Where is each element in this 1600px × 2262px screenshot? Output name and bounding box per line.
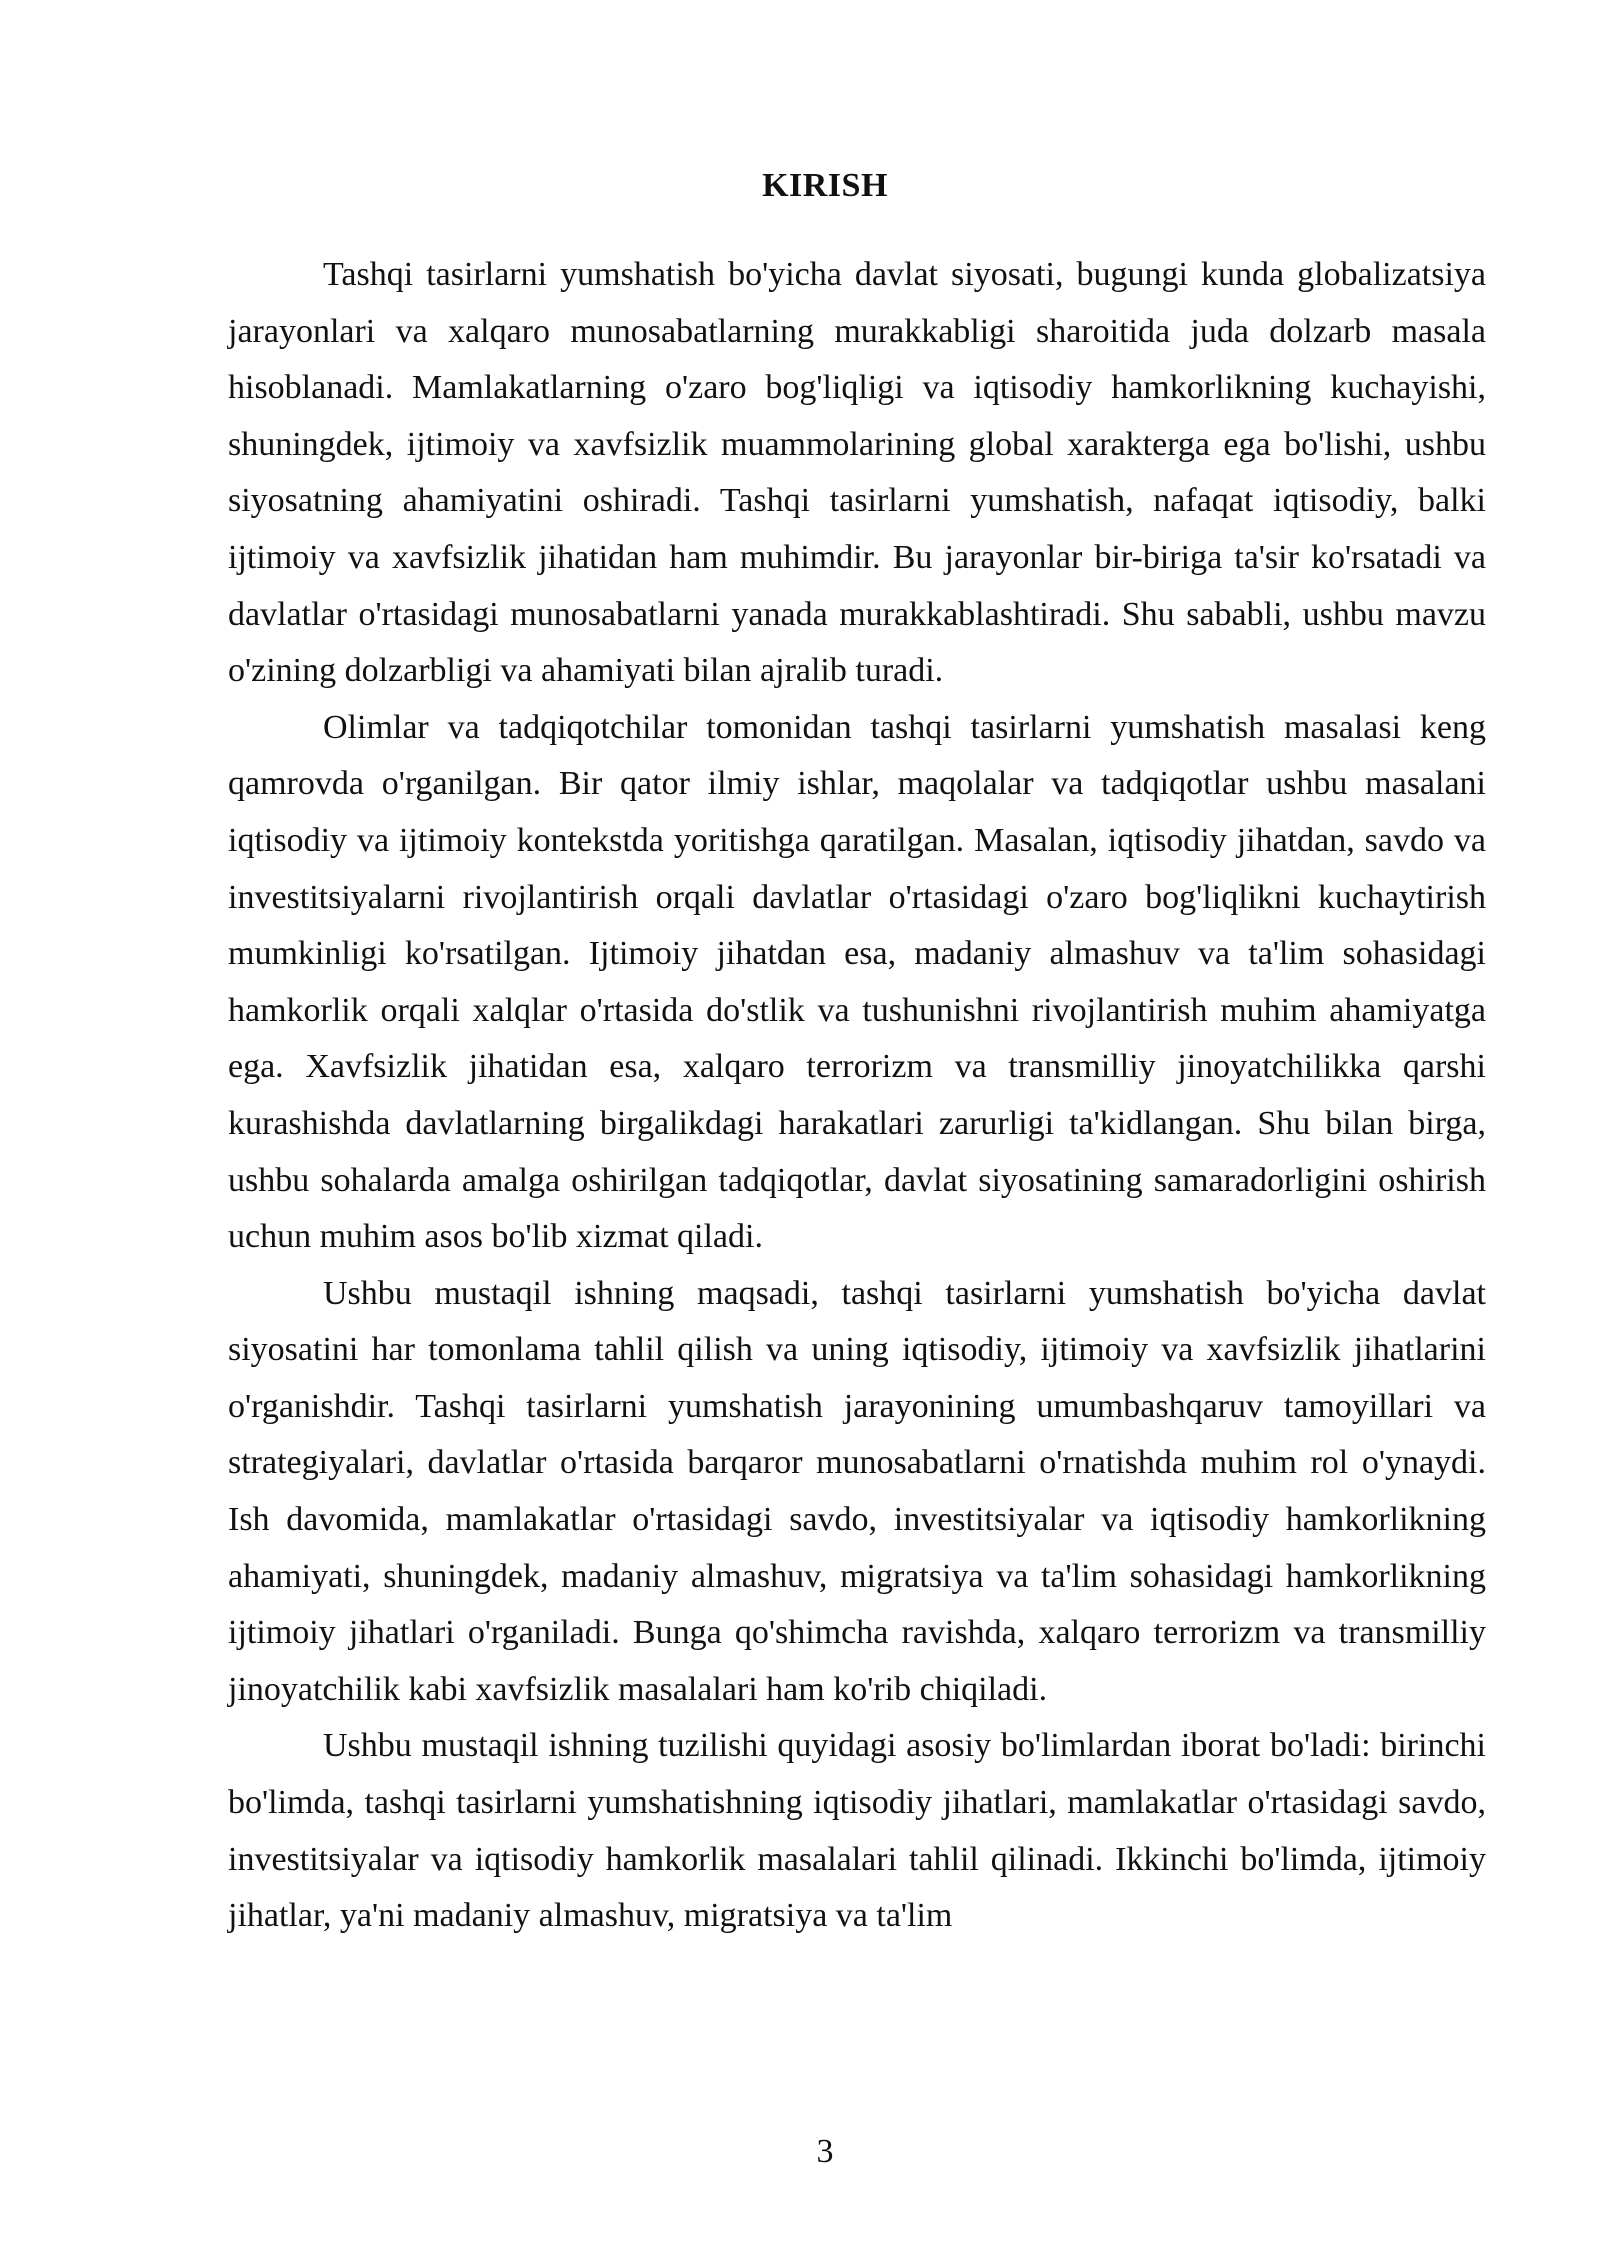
- paragraph-4: Ushbu mustaqil ishning tuzilishi quyidagi asosiy bo'limlardan iborat bo'ladi: birinchi bo'limda, tashqi tasirlarni yumshatishning iqtisodiy jihatlari, mamlakatlar o'rtasidagi savdo, investitsiyalar va iqtisodiy hamkorlik masalalari tahlil qilinadi. Ikkinchi bo'limda, ijtimoiy jihatlar, ya'ni madaniy almashuv, migratsiya va ta'lim: [228, 1727, 1486, 1935]
- page-title: KIRISH: [762, 167, 888, 204]
- page-number: 3: [816, 2133, 834, 2170]
- paragraph-2: Olimlar va tadqiqotchilar tomonidan tashqi tasirlarni yumshatish masalasi keng qamrovda o'rganilgan. Bir qator ilmiy ishlar, maqolalar va tadqiqotlar ushbu masalani iqtisodiy va ijtimoiy kontekstda yoritishga qaratilgan. Masalan, iqtisodiy jihatdan, savdo va investitsiyalarni rivojlantirish orqali davlatlar o'rtasidagi o'zaro bog'liqlikni kuchaytirish mumkinligi ko'rsatilgan. Ijtimoiy jihatdan esa, madaniy almashuv va ta'lim sohasidagi hamkorlik orqali xalqlar o'rtasida do'stlik va tushunishni rivojlantirish muhim ahamiyatga ega. Xavfsizlik jihatidan esa, xalqaro terrorizm va transmilliy jinoyatchilikka qarshi kurashishda davlatlarning birgalikdagi harakatlari zarurligi ta'kidlangan. Shu bilan birga, ushbu sohalarda amalga oshirilgan tadqiqotlar, davlat siyosatining samaradorligini oshirish uchun muhim asos bo'lib xizmat qiladi.: [228, 708, 1486, 1256]
- paragraph-1: Tashqi tasirlarni yumshatish bo'yicha davlat siyosati, bugungi kunda globalizatsiya jarayonlari va xalqaro munosabatlarning murakkabligi sharoitida juda dolzarb masala hisoblanadi. Mamlakatlarning o'zaro bog'liqligi va iqtisodiy hamkorlikning kuchayishi, shuningdek, ijtimoiy va xavfsizlik muammolarining global xarakterga ega bo'lishi, ushbu siyosatning ahamiyatini oshiradi. Tashqi tasirlarni yumshatish, nafaqat iqtisodiy, balki ijtimoiy va xavfsizlik jihatidan ham muhimdir. Bu jarayonlar bir-biriga ta'sir ko'rsatadi va davlatlar o'rtasidagi munosabatlarni yanada murakkablashtiradi. Shu sababli, ushbu mavzu o'zining dolzarbligi va ahamiyati bilan ajralib turadi.: [228, 256, 1486, 690]
- paragraph-3: Ushbu mustaqil ishning maqsadi, tashqi tasirlarni yumshatish bo'yicha davlat siyosatini har tomonlama tahlil qilish va uning iqtisodiy, ijtimoiy va xavfsizlik jihatlarini o'rganishdir. Tashqi tasirlarni yumshatish jarayonining umumbashqaruv tamoyillari va strategiyalari, davlatlar o'rtasida barqaror munosabatlarni o'rnatishda muhim rol o'ynaydi. Ish davomida, mamlakatlar o'rtasidagi savdo, investitsiyalar va iqtisodiy hamkorlikning ahamiyati, shuningdek, madaniy almashuv, migratsiya va ta'lim sohasidagi hamkorlikning ijtimoiy jihatlari o'rganiladi. Bunga qo'shimcha ravishda, xalqaro terrorizm va transmilliy jinoyatchilik kabi xavfsizlik masalalari ham ko'rib chiqiladi.: [228, 1274, 1486, 1708]
- body-text: [228, 247, 1486, 1945]
